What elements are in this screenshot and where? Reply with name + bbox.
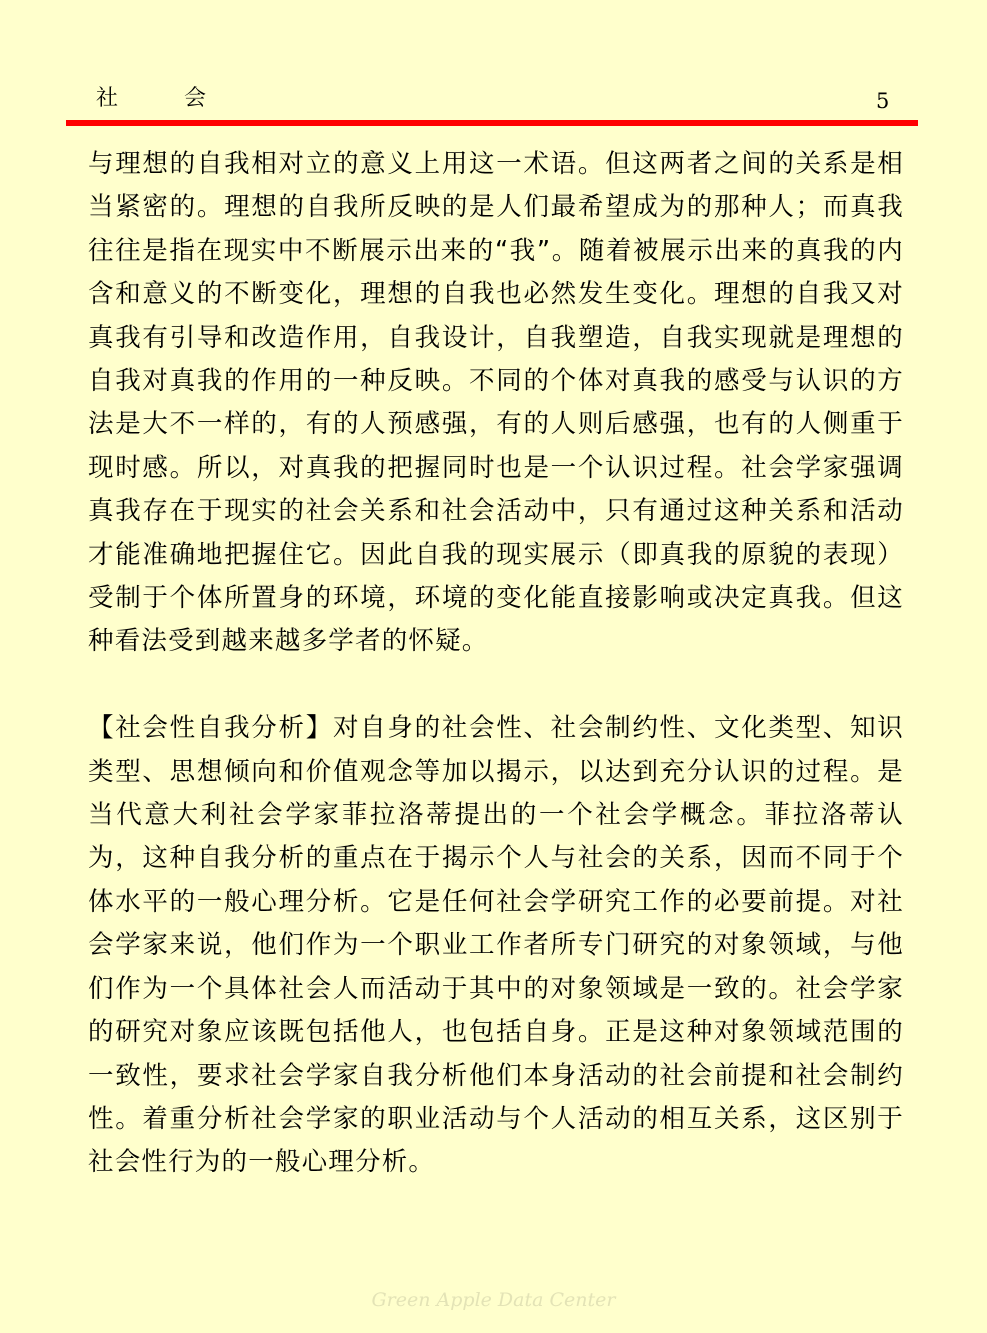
running-title: 社会 xyxy=(96,86,273,111)
header-rule xyxy=(66,120,918,126)
watermark: Green Apple Data Center xyxy=(371,1289,616,1311)
page-header xyxy=(0,84,987,116)
paragraph-2: 【社会性自我分析】对自身的社会性、社会制约性、文化类型、知识类型、思想倾向和价值观念等加以揭示，以达到充分认识的过程。是当代意大利社会学家菲拉洛蒂提出的一个社会学概念。菲拉洛蒂认为，这种自我分析的重点在于揭示个人与社会的关系，因而不同于个体水平的一般心理分析。它是任何社会学研究工作的必要前提。对社会学家来说，他们作为一个职业工作者所专门研究的对象领域，与他们作为一个具体社会人而活动于其中的对象领域是一致的。社会学家的研究对象应该既包括他人，也包括自身。正是这种对象领域范围的一致性，要求社会学家自我分析他们本身活动的社会前提和社会制约性。着重分析社会学家的职业活动与个人活动的相互关系，这区别于社会性行为的一般心理分析。 xyxy=(88,713,904,1178)
paragraph-1: 与理想的自我相对立的意义上用这一术语。但这两者之间的关系是相当紧密的。理想的自我所反映的是人们最希望成为的那种人；而真我往往是指在现实中不断展示出来的“我”。随着被展示出来的真我的内含和意义的不断变化，理想的自我也必然发生变化。理想的自我又对真我有引导和改造作用，自我设计，自我塑造，自我实现就是理想的自我对真我的作用的一种反映。不同的个体对真我的感受与认识的方法是大不一样的，有的人预感强，有的人则后感强，也有的人侧重于现时感。所以，对真我的把握同时也是一个认识过程。社会学家强调真我存在于现实的社会关系和社会活动中，只有通过这种关系和活动才能准确地把握住它。因此自我的现实展示（即真我的原貌的表现）受制于个体所置身的环境，环境的变化能直接影响或决定真我。但这种看法受到越来越多学者的怀疑。 xyxy=(88,149,904,657)
body-text xyxy=(88,143,904,1185)
page-number: 5 xyxy=(876,89,890,113)
